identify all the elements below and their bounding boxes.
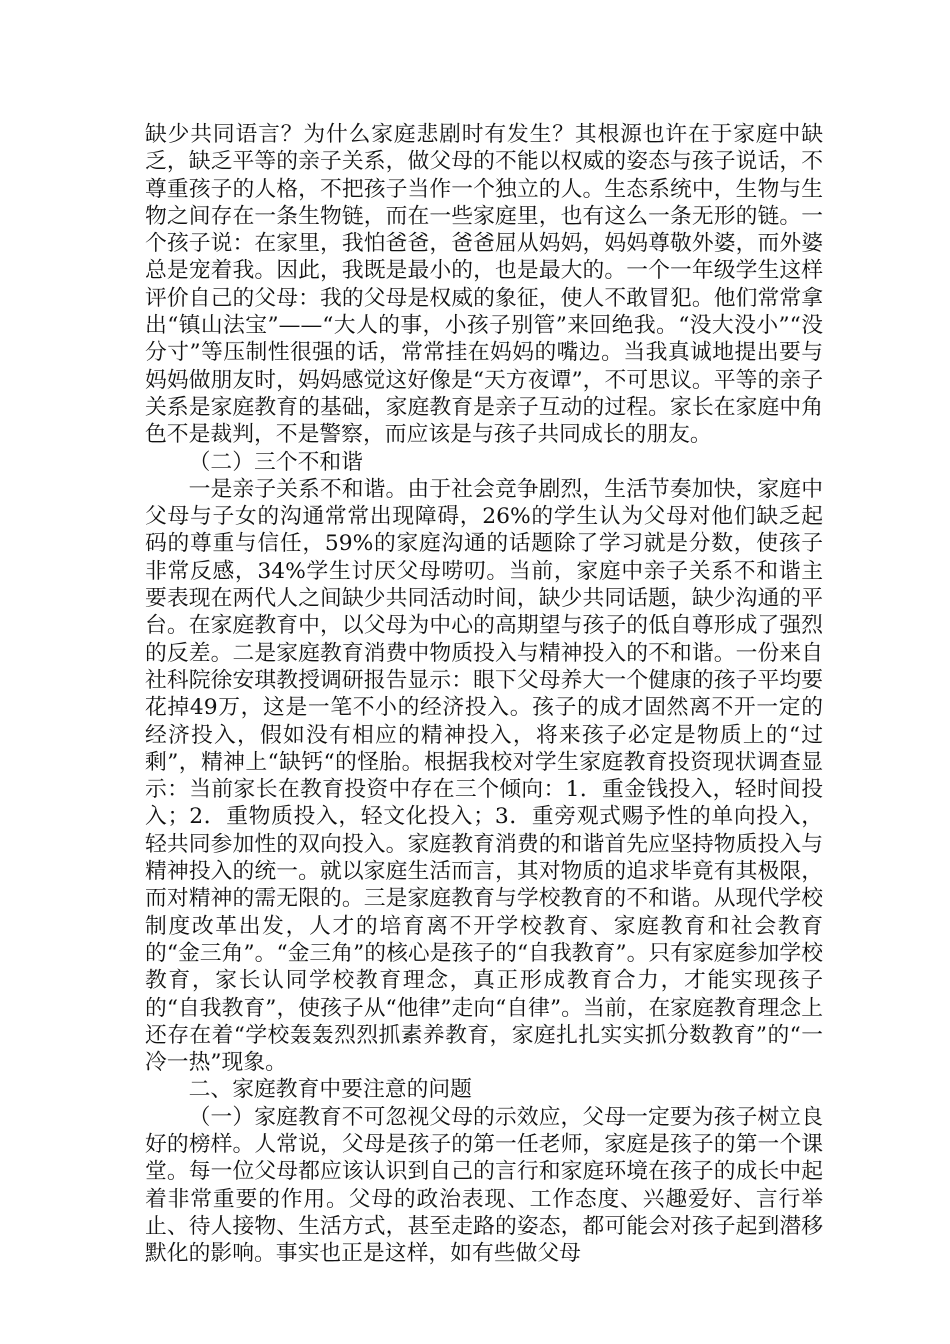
paragraph-disharmonies: 一是亲子关系不和谐。由于社会竞争剧烈，生活节奏加快，家庭中父母与子女的沟通常常出现障碍，26%的学生认为父母对他们缺乏起码的尊重与信任，59%的家庭沟通的话题除了学习就是分数，使孩子非常反感，34%学生讨厌父母唠叨。当前，家庭中亲子关系不和谐主要表现在两代人之间缺少共同活动时间，缺少共同话题，缺少沟通的平台。在家庭教育中，以父母为中心的高期望与孩子的低自尊形成了强烈的反差。二是家庭教育消费中物质投入与精神投入的不和谐。一份来自社科院徐安琪教授调研报告显示：眼下父母养大一个健康的孩子平均要花掉49万，这是一笔不小的经济投入。孩子的成才固然离不开一定的经济投入，假如没有相应的精神投入，将来孩子必定是物质上的“过剩”，精神上“缺钙“的怪胎。根据我校对学生家庭教育投资现状调查显示：当前家长在教育投资中存在三个倾向：1．重金钱投入，轻时间投入；2．重物质投入，轻文化投入；3．重旁观式赐予性的单向投入，轻共同参加性的双向投入。家庭教育消费的和谐首先应坚持物质投入与精神投入的统一。就以家庭生活而言，其对物质的追求毕竟有其极限，而对精神的需无限的。三是家庭教育与学校教育的不和谐。从现代学校制度改革出发，人才的培育离不开学校教育、家庭教育和社会教育的“金三角”。“金三角”的核心是孩子的“自我教育”。只有家庭参加学校教育，家长认同学校教育理念，真正形成教育合力，才能实现孩子的“自我教育”，使孩子从“他律”走向“自律”。当前，在家庭教育理念上还存在着“学校轰轰烈烈抓素养教育，家庭扎扎实实抓分数教育”的“一冷一热”现象。 (145, 476, 823, 1076)
paragraph-continued-text: 缺少共同语言？为什么家庭悲剧时有发生？其根源也许在于家庭中缺乏，缺乏平等的亲子关系，做父母的不能以权威的姿态与孩子说话，不尊重孩子的人格，不把孩子当作一个独立的人。生态系统中，生物与生物之间存在一条生物链，而在一些家庭里，也有这么一条无形的链。一个孩子说：在家里，我怕爸爸，爸爸屈从妈妈，妈妈尊敬外婆，而外婆总是宠着我。因此，我既是最小的，也是最大的。一个一年级学生这样评价自己的父母：我的父母是权威的象征，使人不敢冒犯。他们常常拿出“镇山法宝”——“大人的事，小孩子别管”来回绝我。“没大没小”“没分寸”等压制性很强的话，常常挂在妈妈的嘴边。当我真诚地提出要与妈妈做朋友时，妈妈感觉这好像是“天方夜谭”，不可思议。平等的亲子关系是家庭教育的基础，家庭教育是亲子互动的过程。家长在家庭中角色不是裁判，不是警察，而应该是与孩子共同成长的朋友。 (145, 122, 823, 448)
heading-section-two: 二、家庭教育中要注意的问题 (188, 1077, 472, 1103)
paragraph-parent-role-model: （一）家庭教育不可忽视父母的示效应，父母一定要为孩子树立良好的榜样。人常说，父母是孩子的第一任老师，家庭是孩子的第一个课堂。每一位父母都应该认识到自己的言行和家庭环境在孩子的成长中起着非常重要的作用。父母的政治表现、工作态度、兴趣爱好、言行举止、待人接物、生活方式，甚至走路的姿态，都可能会对孩子起到潜移默化的影响。事实也正是这样，如有些做父母 (145, 1104, 823, 1267)
document-page (145, 121, 823, 1267)
subheading-three-disharmonies: （二）三个不和谐 (188, 449, 363, 475)
